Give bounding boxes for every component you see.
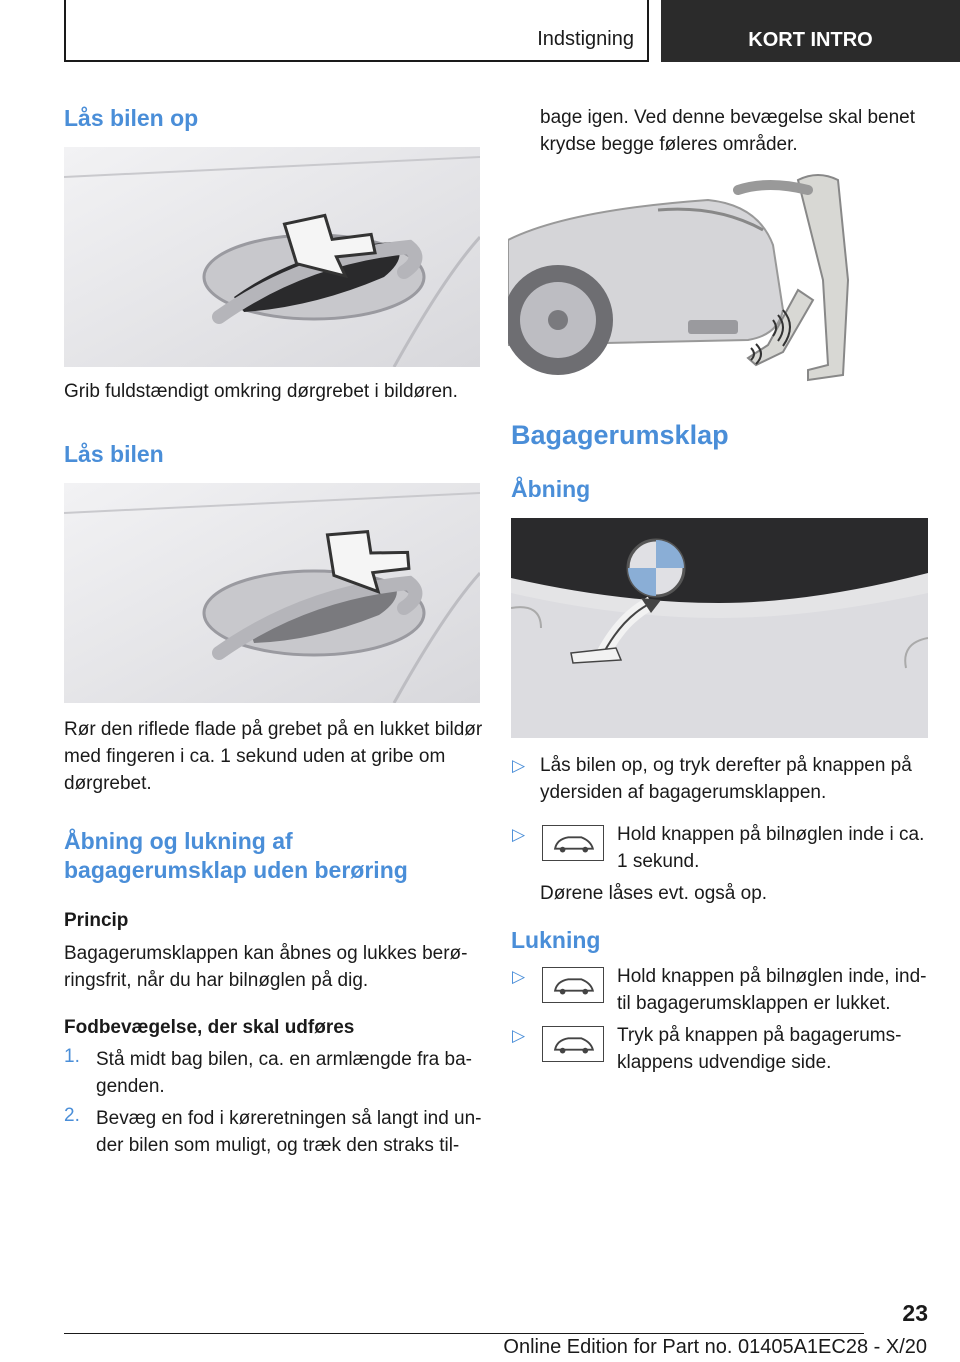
- closing-item-2-marker: ▷: [512, 1026, 526, 1045]
- header-chapter-label: KORT INTRO: [748, 29, 873, 51]
- lock-text-line-1: Rør den riflede flade på grebet på en lukket bildør: [64, 719, 483, 740]
- foot-gesture-illustration: [508, 170, 863, 390]
- lock-text-line-2: med fingeren i ca. 1 sekund uden at gribe om: [64, 746, 446, 767]
- opening-note: Dørene låses evt. også op.: [540, 883, 768, 904]
- step-2-cont-line-2: krydse begge føleres områder.: [540, 134, 798, 155]
- opening-item-2-marker: ▷: [512, 825, 526, 844]
- closing-item-2-line-2: klappens udvendige side.: [617, 1052, 832, 1073]
- step-1-number: 1.: [64, 1046, 80, 1067]
- principle-title: Princip: [64, 910, 129, 931]
- door-handle-unlock-illustration: [64, 147, 480, 367]
- trunk-title: Bagagerumsklap: [511, 420, 729, 450]
- opening-item-1-line-1: Lås bilen op, og tryk derefter på knappen på: [540, 755, 912, 776]
- lock-text-line-3: dørgrebet.: [64, 773, 152, 794]
- footer-divider: [64, 1333, 864, 1334]
- principle-line-2: ringsfrit, når du har bilnøglen på dig.: [64, 970, 369, 991]
- principle-line-1: Bagagerumsklappen kan åbnes og lukkes berø-: [64, 943, 468, 964]
- car-key-trunk-icon: [542, 825, 604, 861]
- closing-item-1-line-2: til bagagerumsklappen er lukket.: [617, 993, 891, 1014]
- opening-title: Åbning: [511, 476, 591, 502]
- closing-item-2-line-1: Tryk på knappen på bagagerums-: [617, 1025, 902, 1046]
- unlock-title: Lås bilen op: [64, 105, 199, 131]
- footer-edition: Online Edition for Part no. 01405A1EC28 - X/20: [503, 1336, 927, 1358]
- trunk-button-icon: [542, 1026, 604, 1062]
- closing-title: Lukning: [511, 927, 601, 953]
- page-number: 23: [902, 1300, 928, 1326]
- lock-title: Lås bilen: [64, 441, 164, 467]
- car-key-trunk-icon: [542, 967, 604, 1003]
- opening-item-2-line-1: Hold knappen på bilnøglen inde i ca.: [617, 824, 925, 845]
- opening-item-1-marker: ▷: [512, 756, 526, 775]
- step-1-line-1: Stå midt bag bilen, ca. en armlængde fra ba-: [96, 1049, 472, 1070]
- step-2-line-2: der bilen som muligt, og træk den straks til-: [96, 1135, 460, 1156]
- step-1-line-2: genden.: [96, 1076, 165, 1097]
- door-handle-lock-illustration: [64, 483, 480, 703]
- opening-item-2-line-2: 1 sekund.: [617, 851, 700, 872]
- step-2-line-1: Bevæg en fod i køreretningen så langt ind un-: [96, 1108, 482, 1129]
- closing-item-1-line-1: Hold knappen på bilnøglen inde, ind-: [617, 966, 927, 987]
- touchless-title-line-1: Åbning og lukning af: [64, 828, 293, 854]
- trunk-button-illustration: [511, 518, 928, 738]
- step-2-cont-line-1: bage igen. Ved denne bevægelse skal benet: [540, 107, 916, 128]
- touchless-title-line-2: bagagerumsklap uden berøring: [64, 857, 408, 883]
- opening-item-1-line-2: ydersiden af bagagerumsklappen.: [540, 782, 827, 803]
- header-section: Indstigning: [537, 28, 634, 50]
- header-chapter-tab[interactable]: [661, 0, 960, 62]
- step-2-number: 2.: [64, 1105, 80, 1126]
- unlock-caption: Grib fuldstændigt omkring dørgrebet i bildøren.: [64, 381, 458, 402]
- closing-item-1-marker: ▷: [512, 967, 526, 986]
- movement-title: Fodbevægelse, der skal udføres: [64, 1017, 355, 1038]
